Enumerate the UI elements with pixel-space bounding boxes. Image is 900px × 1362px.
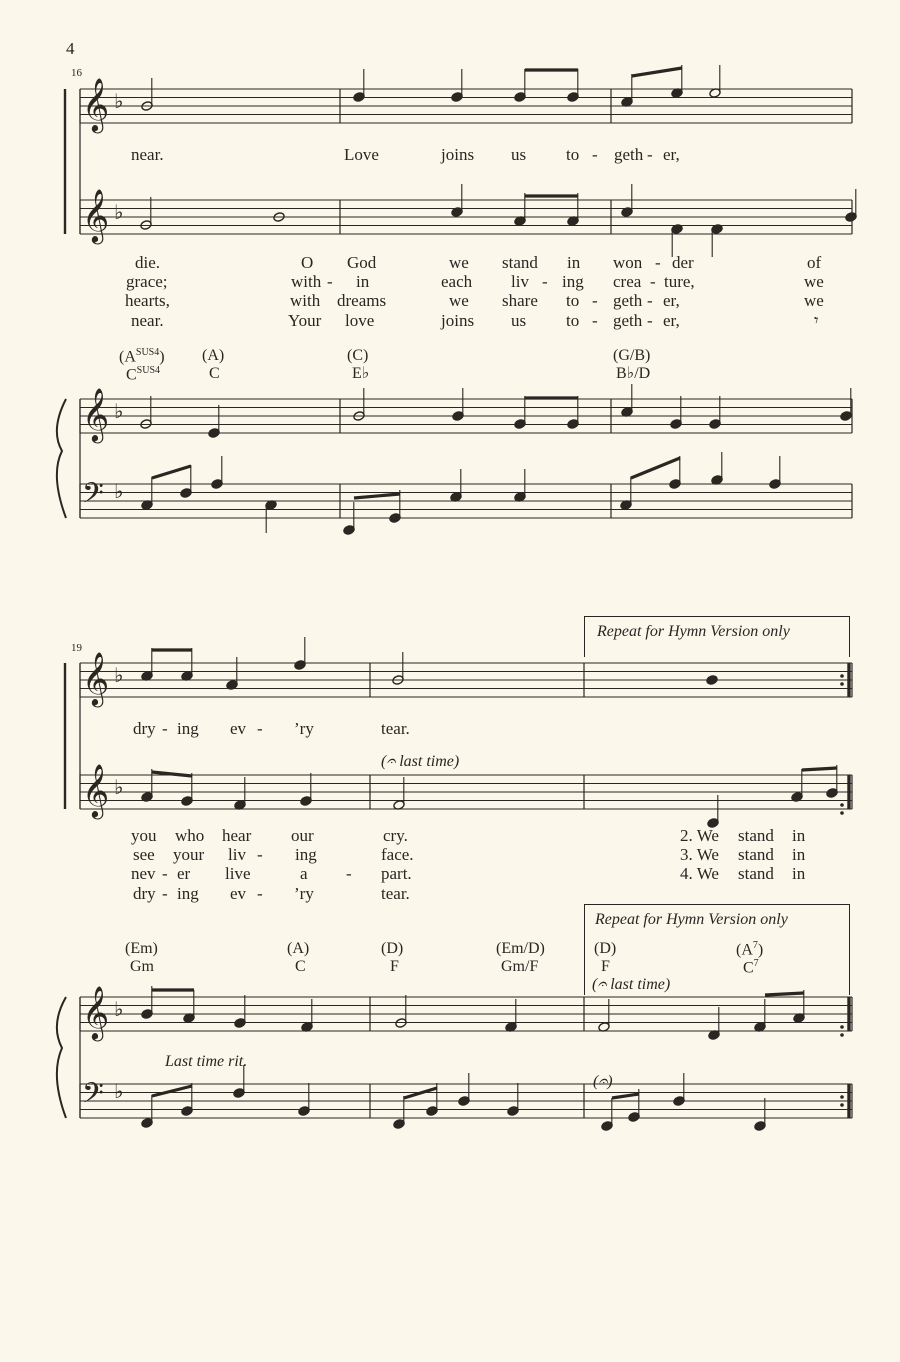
verse-lyric: we xyxy=(804,272,824,291)
chord-symbol: $C^{SUS4}$ xyxy=(126,365,161,384)
tempo-mark: Last time rit. xyxy=(165,1053,248,1070)
fermata-last-time-label: (𝄐 last time) xyxy=(381,753,460,770)
melody-lyric: - xyxy=(257,719,263,738)
verse-lyric: 3. We xyxy=(680,845,719,864)
verse-lyric: - xyxy=(647,291,653,310)
verse-lyric: stand xyxy=(738,864,774,883)
verse-lyric: of xyxy=(807,253,822,272)
verse-lyric: to xyxy=(566,311,580,330)
verse-lyric: liv xyxy=(228,845,246,864)
verse-lyric: 2. We xyxy=(680,826,719,845)
verse-lyric: liv xyxy=(511,272,529,291)
verse-lyric: near. xyxy=(131,311,164,330)
note-beam xyxy=(612,1094,639,1098)
verse-lyric: die. xyxy=(135,253,161,272)
chord-alt: (A) xyxy=(287,940,310,957)
verse-lyric: us xyxy=(511,311,527,330)
measure-number: 16 xyxy=(71,67,82,79)
verse-lyric: - xyxy=(650,272,656,291)
key-signature-flat: ♭ xyxy=(114,997,124,1021)
verse-lyric: grace; xyxy=(126,272,168,291)
piano-brace xyxy=(57,399,66,518)
verse-lyric: O xyxy=(301,253,314,272)
verse-lyric: stand xyxy=(738,826,774,845)
bass-clef: 𝄢 xyxy=(82,477,104,517)
melody-lyric: - xyxy=(592,145,598,164)
verse-lyric: - xyxy=(257,884,263,903)
treble-clef: 𝄞 xyxy=(82,188,110,242)
key-signature-flat: ♭ xyxy=(114,479,124,503)
verse-lyric: to xyxy=(566,291,580,310)
melody-lyric: - xyxy=(162,719,168,738)
verse-lyric: ing xyxy=(177,884,199,903)
chord-alt: (D) xyxy=(381,940,404,957)
verse-lyric: ’ry xyxy=(294,884,314,903)
melody-lyric: ing xyxy=(177,719,199,738)
verse-lyric: nev xyxy=(131,864,156,883)
verse-lyric: we xyxy=(449,253,469,272)
page-number: 4 xyxy=(66,39,75,58)
verse-lyric: love xyxy=(345,311,375,330)
verse-lyric: hear xyxy=(222,826,252,845)
melody-lyric: geth xyxy=(614,145,644,164)
chord-alt: (Em/D) xyxy=(496,940,545,957)
chord-alt: (G/B) xyxy=(613,347,651,364)
melody-lyric: ’ry xyxy=(294,719,314,738)
repeat-dot xyxy=(840,674,844,678)
verse-lyric: we xyxy=(804,291,824,310)
key-signature-flat: ♭ xyxy=(114,775,124,799)
verse-lyric: hearts, xyxy=(125,291,170,310)
note-beam xyxy=(802,768,837,770)
treble-clef: 𝄞 xyxy=(82,387,110,441)
melody-lyric: us xyxy=(511,145,527,164)
verse-lyric: won xyxy=(613,253,643,272)
treble-clef: 𝄞 xyxy=(82,77,110,131)
chord-alt: (C) xyxy=(347,347,369,364)
chord-symbol: C xyxy=(295,958,306,975)
chord-alt: $(A^7)$ xyxy=(736,940,764,959)
repeat-dot xyxy=(840,682,844,686)
verse-lyric: share xyxy=(502,291,538,310)
verse-lyric: er, xyxy=(663,291,680,310)
verse-lyric: in xyxy=(567,253,581,272)
verse-lyric: dry xyxy=(133,884,156,903)
verse-lyric: stand xyxy=(738,845,774,864)
melody-lyric: ev xyxy=(230,719,247,738)
melody-lyric: to xyxy=(566,145,580,164)
verse-lyric: - xyxy=(346,864,352,883)
verse-lyric: stand xyxy=(502,253,538,272)
melody-lyric: er, xyxy=(663,145,680,164)
note-beam xyxy=(152,1086,192,1096)
verse-lyric: - xyxy=(592,311,598,330)
verse-lyric: a xyxy=(300,864,308,883)
repeat-dot xyxy=(840,1033,844,1037)
chord-symbol: F xyxy=(601,958,610,975)
verse-lyric: God xyxy=(347,253,377,272)
repeat-dot xyxy=(840,811,844,815)
verse-lyric: dreams xyxy=(337,291,387,310)
verse-lyric: ev xyxy=(230,884,247,903)
verse-lyric: you xyxy=(131,826,157,845)
verse-lyric: your xyxy=(173,845,205,864)
repeat-dot xyxy=(840,1103,844,1107)
verse-lyric: - xyxy=(592,291,598,310)
piano-fermata-label: (𝄐 last time) xyxy=(592,976,671,993)
repeat-dot xyxy=(840,1025,844,1029)
verse-lyric: each xyxy=(441,272,473,291)
verse-lyric: crea xyxy=(613,272,642,291)
chord-symbol: C xyxy=(209,365,220,382)
melody-lyric: dry xyxy=(133,719,156,738)
melody-lyric: - xyxy=(647,145,653,164)
repeat-box-label: Repeat for Hymn Version only xyxy=(597,623,790,640)
verse-lyric: ing xyxy=(295,845,317,864)
melody-lyric: joins xyxy=(441,145,475,164)
chord-symbol: F xyxy=(390,958,399,975)
chord-symbol: $C^7$ xyxy=(743,958,759,977)
verse-lyric: part. xyxy=(381,864,412,883)
note-beam xyxy=(152,466,191,478)
verse-lyric: er xyxy=(177,864,191,883)
verse-lyric: - xyxy=(162,864,168,883)
key-signature-flat: ♭ xyxy=(114,89,124,113)
verse-lyric: geth xyxy=(613,311,643,330)
chord-alt: (A) xyxy=(202,347,225,364)
bass-clef: 𝄢 xyxy=(82,1077,104,1117)
verse-lyric: - xyxy=(257,845,263,864)
note-head xyxy=(706,675,718,686)
melody-lyric: Love xyxy=(344,145,379,164)
key-signature-flat: ♭ xyxy=(114,1079,124,1103)
verse-lyric: in xyxy=(792,845,806,864)
note-beam xyxy=(354,494,400,498)
verse-lyric: live xyxy=(225,864,251,883)
chord-symbol: E♭ xyxy=(352,365,370,382)
rest-symbol: 𝄾 xyxy=(814,311,819,330)
treble-clef: 𝄞 xyxy=(82,651,110,705)
verse-lyric: in xyxy=(792,826,806,845)
treble-clef: 𝄞 xyxy=(82,985,110,1039)
verse-lyric: ture, xyxy=(664,272,695,291)
chord-alt: $(A^{SUS4})$ xyxy=(119,347,165,366)
verse-lyric: - xyxy=(162,884,168,903)
measure-number: 19 xyxy=(71,642,82,654)
melody-lyric: tear. xyxy=(381,719,410,738)
verse-lyric: joins xyxy=(441,311,475,330)
key-signature-flat: ♭ xyxy=(114,663,124,687)
verse-lyric: - xyxy=(647,311,653,330)
verse-lyric: - xyxy=(327,272,333,291)
repeat-dot xyxy=(840,803,844,807)
verse-lyric: in xyxy=(356,272,370,291)
chord-alt: (D) xyxy=(594,940,617,957)
verse-lyric: who xyxy=(175,826,205,845)
verse-lyric: our xyxy=(291,826,314,845)
verse-lyric: with xyxy=(291,272,322,291)
verse-lyric: with xyxy=(290,291,321,310)
verse-lyric: tear. xyxy=(381,884,410,903)
chord-alt: (Em) xyxy=(125,940,158,957)
verse-lyric: - xyxy=(542,272,548,291)
melody-lyric: near. xyxy=(131,145,164,164)
verse-lyric: in xyxy=(792,864,806,883)
verse-lyric: ing xyxy=(562,272,584,291)
note-beam xyxy=(632,68,682,76)
key-signature-flat: ♭ xyxy=(114,399,124,423)
repeat-box-label: Repeat for Hymn Version only xyxy=(595,911,788,928)
verse-lyric: see xyxy=(133,845,155,864)
chord-symbol: B♭/D xyxy=(616,365,651,382)
verse-lyric: Your xyxy=(288,311,322,330)
piano-brace xyxy=(57,997,66,1118)
chord-symbol: Gm xyxy=(130,958,154,975)
treble-clef: 𝄞 xyxy=(82,763,110,817)
verse-lyric: cry. xyxy=(383,826,408,845)
verse-lyric: - xyxy=(655,253,661,272)
verse-lyric: face. xyxy=(381,845,414,864)
verse-lyric: der xyxy=(672,253,694,272)
repeat-dot xyxy=(840,1095,844,1099)
verse-lyric: er, xyxy=(663,311,680,330)
key-signature-flat: ♭ xyxy=(114,200,124,224)
note-beam xyxy=(631,458,680,478)
verse-lyric: geth xyxy=(613,291,643,310)
bass-fermata: (𝄐) xyxy=(593,1073,613,1090)
chord-symbol: Gm/F xyxy=(501,958,539,975)
verse-lyric: we xyxy=(449,291,469,310)
verse-lyric: 4. We xyxy=(680,864,719,883)
